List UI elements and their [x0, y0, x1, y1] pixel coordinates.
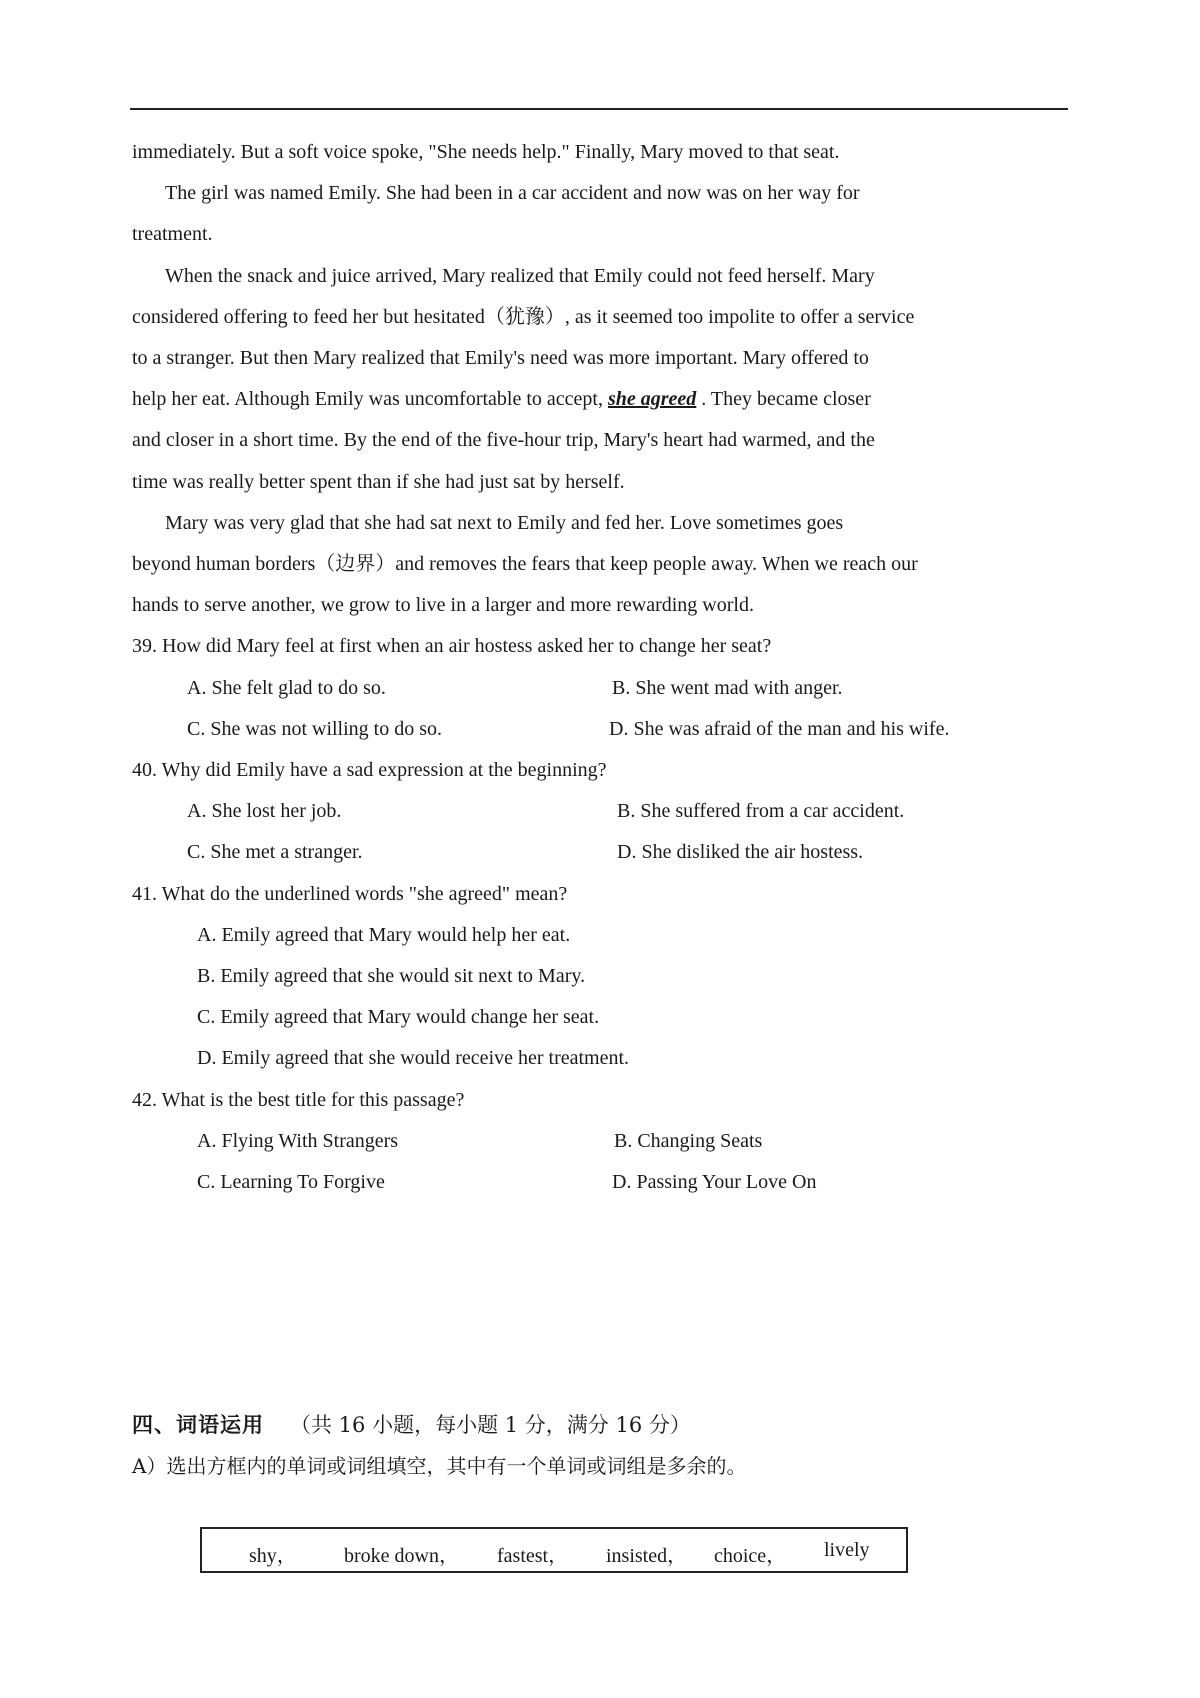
- section-instruction: A）选出方框内的单词或词组填空，其中有一个单词或词组是多余的。: [132, 1454, 747, 1478]
- option-d: D. Passing Your Love On: [612, 1171, 817, 1194]
- options-row: [132, 668, 1012, 709]
- passage-line: to a stranger. But then Mary realized that Emily's need was more important. Mary offered to: [132, 347, 869, 370]
- passage-line: Mary was very glad that she had sat next to Emily and fed her. Love sometimes goes: [165, 511, 844, 534]
- options-row: [132, 832, 1012, 873]
- option-a: A. She lost her job.: [187, 800, 342, 823]
- passage-line-underlined: [132, 379, 1012, 420]
- passage-line: time was really better spent than if she had just sat by herself.: [132, 470, 625, 493]
- passage-line: hands to serve another, we grow to live in a larger and more rewarding world.: [132, 594, 754, 617]
- option-c: C. Emily agreed that Mary would change her seat.: [197, 1006, 600, 1029]
- word-item: insisted，: [606, 1545, 688, 1567]
- option-d: D. She disliked the air hostess.: [617, 841, 864, 864]
- header-rule: [130, 108, 1068, 110]
- option-c: C. Learning To Forgive: [197, 1171, 385, 1194]
- passage-line: treatment.: [132, 223, 213, 246]
- passage-line: immediately. But a soft voice spoke, "She needs help." Finally, Mary moved to that seat.: [132, 141, 840, 163]
- passage-line: considered offering to feed her but hesitated（犹豫）, as it seemed too impolite to offer a service: [132, 305, 915, 328]
- option-a: A. She felt glad to do so.: [187, 676, 386, 699]
- passage-line: When the snack and juice arrived, Mary realized that Emily could not feed herself. Mary: [165, 264, 875, 287]
- word-item: choice，: [714, 1545, 787, 1567]
- section-title: 四、词语运用: [132, 1412, 264, 1437]
- options-row: [132, 709, 1012, 750]
- text-before-underline: help her eat. Although Emily was uncomfortable to accept,: [132, 388, 608, 411]
- word-item: shy，: [249, 1545, 297, 1567]
- options-row: [132, 1162, 1012, 1203]
- section-heading: [132, 1409, 1072, 1439]
- options-row: [132, 791, 1012, 832]
- option-b: B. She went mad with anger.: [612, 676, 843, 699]
- option-c: C. She was not willing to do so.: [187, 717, 443, 740]
- option-a: A. Flying With Strangers: [197, 1129, 399, 1152]
- word-item: fastest，: [497, 1545, 569, 1567]
- word-box: [200, 1527, 908, 1573]
- word-item: broke down，: [344, 1545, 459, 1567]
- question-40: 40. Why did Emily have a sad expression at the beginning?: [132, 759, 607, 782]
- option-a: A. Emily agreed that Mary would help her eat.: [197, 923, 571, 946]
- passage-line: and closer in a short time. By the end of the five-hour trip, Mary's heart had warmed, and the: [132, 429, 875, 452]
- question-41: 41. What do the underlined words "she agreed" mean?: [132, 882, 568, 905]
- option-d: D. Emily agreed that she would receive her treatment.: [197, 1047, 630, 1070]
- text-after-underline: . They became closer: [696, 388, 871, 411]
- question-39: 39. How did Mary feel at first when an air hostess asked her to change her seat?: [132, 635, 772, 658]
- passage-line: The girl was named Emily. She had been in a car accident and now was on her way for: [165, 182, 860, 205]
- options-row: [132, 1121, 1012, 1162]
- reading-content: [132, 132, 1012, 1203]
- option-d: D. She was afraid of the man and his wife.: [609, 717, 950, 740]
- option-c: C. She met a stranger.: [187, 841, 363, 864]
- word-item: lively: [824, 1539, 870, 1561]
- option-b: B. Emily agreed that she would sit next to Mary.: [197, 965, 586, 988]
- section-note: （共 16 小题，每小题 1 分，满分 16 分）: [290, 1413, 691, 1437]
- option-b: B. She suffered from a car accident.: [617, 800, 905, 823]
- option-b: B. Changing Seats: [614, 1129, 763, 1152]
- passage-line: beyond human borders（边界）and removes the fears that keep people away. When we reach our: [132, 553, 918, 576]
- question-42: 42. What is the best title for this passage?: [132, 1088, 465, 1111]
- underlined-phrase: she agreed: [607, 388, 697, 411]
